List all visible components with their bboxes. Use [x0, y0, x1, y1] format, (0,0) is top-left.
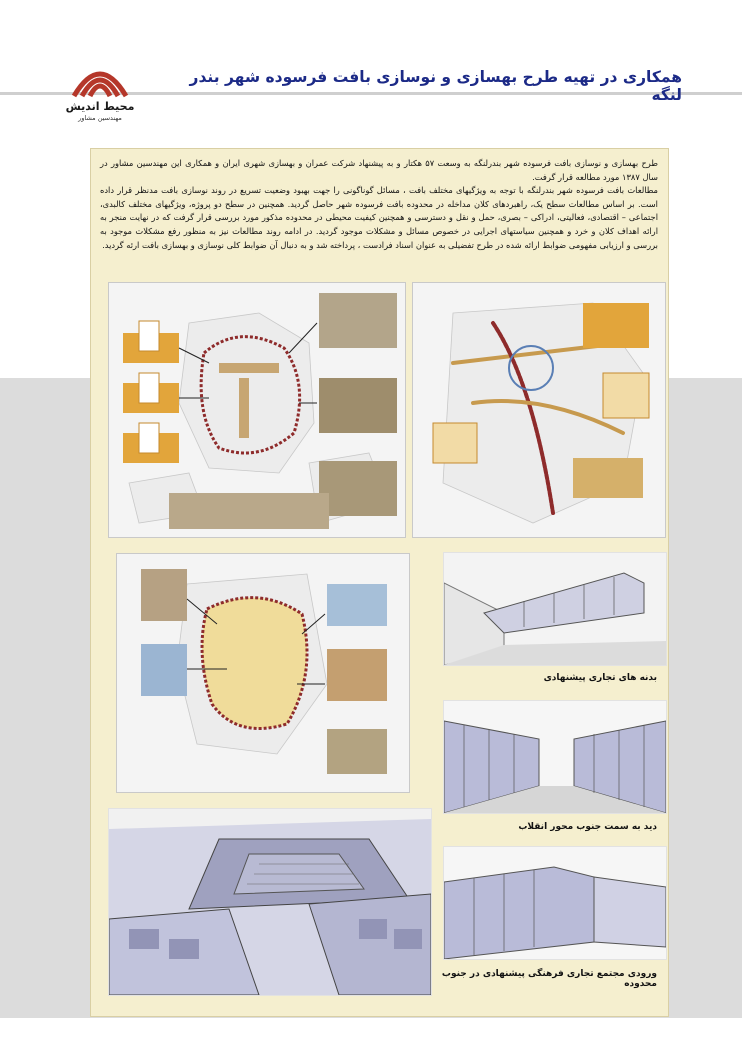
render-aerial-complex	[108, 808, 432, 996]
render-caption-3: ورودی مجتمع تجاری فرهنگی پیشنهادی در جنوب محدوده	[441, 969, 657, 989]
render-commercial-facades	[443, 552, 667, 666]
logo-name: محیط اندیش	[65, 100, 135, 113]
intro-text	[100, 157, 658, 252]
page-title: همکاری در تهیه طرح بهسازی و نوسازی بافت فرسوده شهر بندر لنگه	[189, 68, 682, 104]
render-caption-2: دید به سمت جنوب محور انقلاب	[518, 822, 657, 832]
render-complex-entrance	[443, 846, 667, 960]
intro-paragraph-1: طرح بهسازی و نوسازی بافت فرسوده شهر بندرلنگه به وسعت ۵۷ هکتار و به پیشنهاد شرکت عمران و بهسازی شهری ایران و همکاری این مهندسین مشاور در سال ۱۳۸۷ مورد مطالعه قرار گرفت.	[100, 158, 658, 182]
render-revolution-axis	[443, 700, 667, 814]
urban-fabric-map-2	[413, 283, 665, 537]
intro-paragraph-2: مطالعات بافت فرسوده شهر بندرلنگه با توجه به ویژگیهای مختلف بافت ، مسائل گوناگونی را جهت بهبود وضعیت تسریع در روند نوسازی بافت مدنظر قرار داده است. بر اساس مطالعات سطح یک، راهبردهای کلان مداخله در محدوده بافت فرسوده شهر حاصل گردید. همچنین در سطح دو پروژه، ویژگیهای مختلف کالبدی، اجتماعی – اقتصادی، فعالیتی، ادراکی – بصری، حمل و نقل و دسترسی و همچنین کیفیت محیطی در محدوده مذکور مورد بررسی قرار گرفت که در نهایت منجر به ارائه اهداف کلان و خرد و همچنین سیاستهای اجرایی در خصوص مسائل و مشکلات موجود گردید. در ادامه روند مطالعات نیز به منظور رفع مشکلات موجود به بررسی و ارزیابی مفهومی ضوابط ارائه شده در طرح تفضیلی به عنوان اسناد فرادست ، پرداخته شد و به دنبال آن ضوابط کلی نوسازی و بهسازی بافت ارئه گردید.	[100, 185, 658, 250]
render-caption-1: بدنه های تجاری پیشنهادی	[543, 673, 657, 683]
analysis-sheet-3	[116, 553, 410, 793]
urban-fabric-map-3	[117, 554, 409, 792]
urban-fabric-map-1	[109, 283, 405, 537]
logo-subtitle: مهندسین مشاور	[78, 114, 122, 122]
analysis-sheet-2	[412, 282, 666, 538]
analysis-sheet-1	[108, 282, 406, 538]
